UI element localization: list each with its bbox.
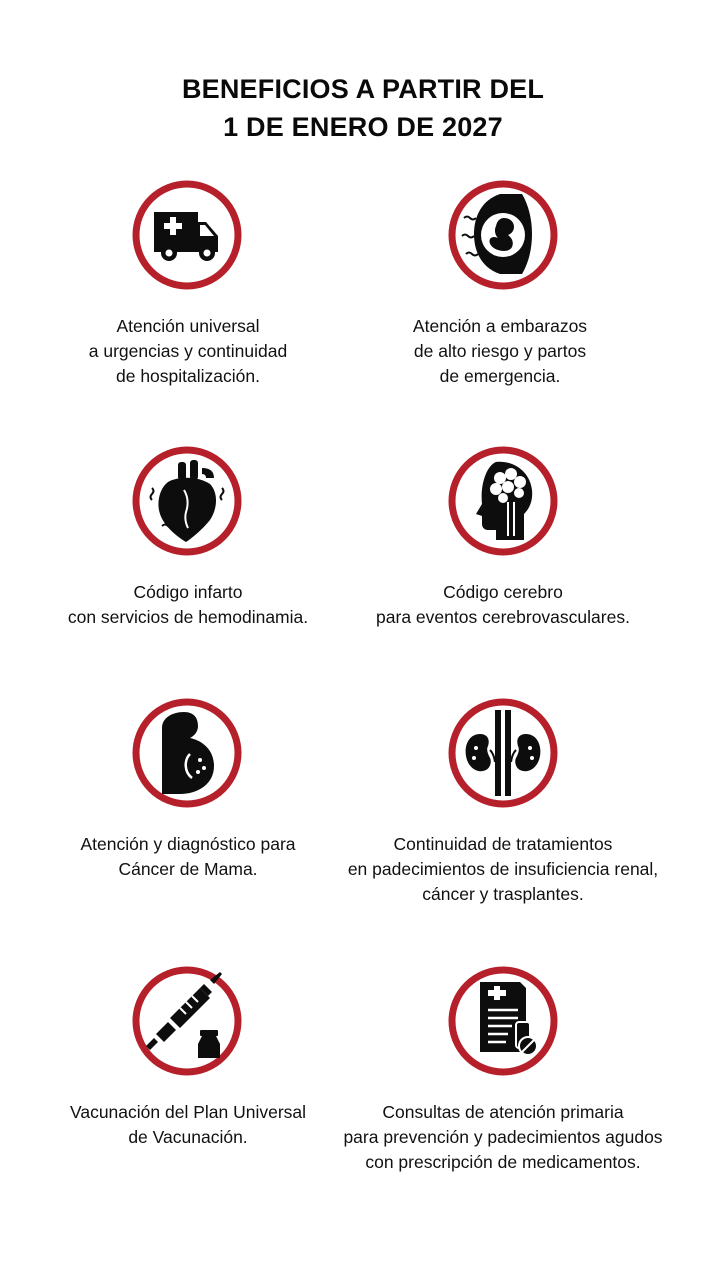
- caption-line: Consultas de atención primaria: [382, 1102, 624, 1122]
- brain-icon: [448, 446, 558, 556]
- caption-line: de emergencia.: [439, 366, 561, 386]
- caption-line: Código infarto: [133, 582, 243, 602]
- pregnancy-icon: [448, 180, 558, 290]
- title-line-1: BENEFICIOS A PARTIR DEL: [181, 74, 545, 105]
- caption-vacunacion: [8, 1100, 368, 1150]
- caption-line: con servicios de hemodinamia.: [67, 607, 309, 627]
- caption-line: cáncer y trasplantes.: [422, 884, 584, 904]
- caption-renal: [323, 832, 683, 907]
- prescription-icon: [448, 966, 558, 1076]
- caption-line: para eventos cerebrovasculares.: [376, 607, 630, 627]
- ambulance-icon: [132, 180, 242, 290]
- caption-mama: [8, 832, 368, 882]
- caption-urgencias: [8, 314, 368, 389]
- heart-icon: [132, 446, 242, 556]
- caption-line: a urgencias y continuidad: [88, 341, 288, 361]
- page-title: [0, 70, 726, 146]
- caption-line: Vacunación del Plan Universal: [69, 1102, 307, 1122]
- caption-line: Continuidad de tratamientos: [393, 834, 613, 854]
- caption-cerebro: [323, 580, 683, 630]
- caption-consultas: [323, 1100, 683, 1175]
- caption-line: Código cerebro: [443, 582, 563, 602]
- caption-line: Cáncer de Mama.: [118, 859, 258, 879]
- kidney-icon: [448, 698, 558, 808]
- caption-line: de alto riesgo y partos: [413, 341, 587, 361]
- caption-line: con prescripción de medicamentos.: [365, 1152, 641, 1172]
- caption-line: en padecimientos de insuficiencia renal,: [347, 859, 659, 879]
- caption-infarto: [8, 580, 368, 630]
- caption-line: para prevención y padecimientos agudos: [343, 1127, 663, 1147]
- caption-line: Atención y diagnóstico para: [80, 834, 296, 854]
- breast-icon: [132, 698, 242, 808]
- caption-embarazos: [320, 314, 680, 389]
- caption-line: Atención a embarazos: [412, 316, 588, 336]
- caption-line: de hospitalización.: [116, 366, 260, 386]
- vaccine-icon: [132, 966, 242, 1076]
- title-line-2: 1 DE ENERO DE 2027: [223, 112, 503, 143]
- caption-line: Atención universal: [116, 316, 260, 336]
- caption-line: de Vacunación.: [128, 1127, 248, 1147]
